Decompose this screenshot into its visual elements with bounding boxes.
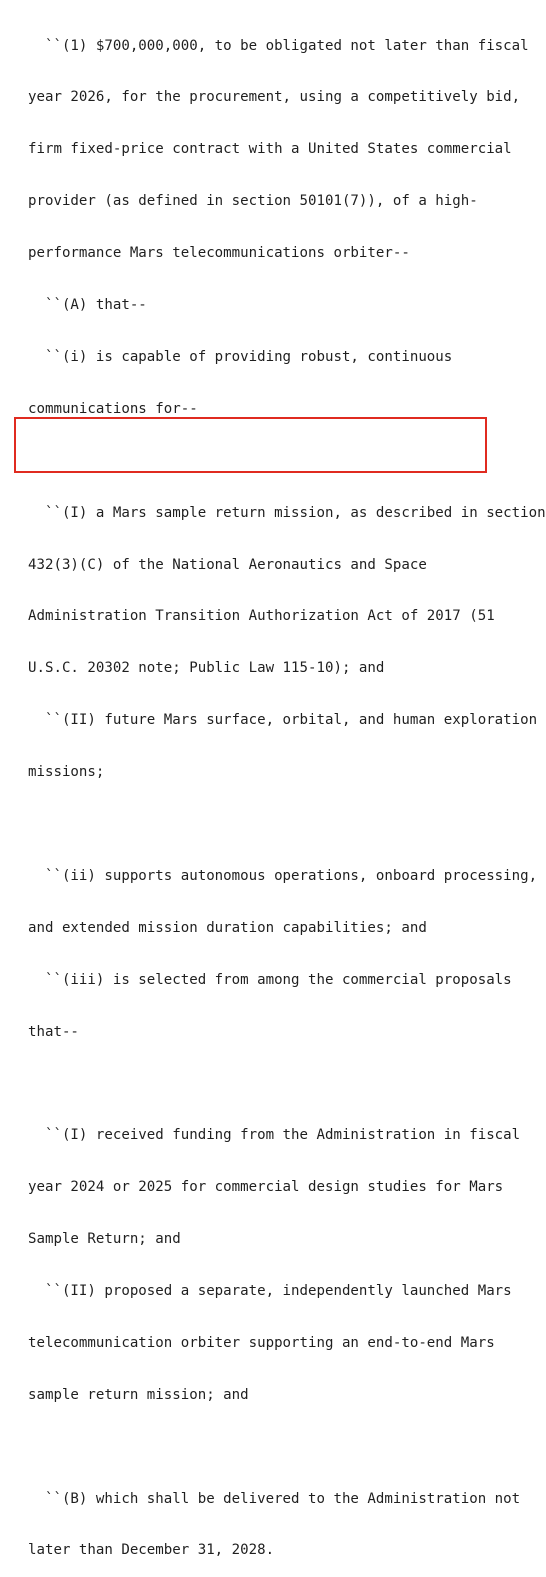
- text-line: ``(A) that--: [28, 297, 147, 314]
- text-line: later than December 31, 2028.: [28, 1542, 275, 1559]
- text-line: U.S.C. 20302 note; Public Law 115-10); and: [28, 660, 385, 677]
- text-line: Sample Return; and: [28, 1231, 181, 1248]
- text-line: year 2026, for the procurement, using a competitively bid,: [28, 89, 521, 106]
- legislative-text: [28, 3, 546, 1577]
- text-line: performance Mars telecommunications orbiter--: [28, 245, 410, 262]
- blank-line: [28, 1439, 538, 1456]
- blank-line: [28, 816, 538, 833]
- highlighted-text-line: sample return mission; and: [28, 1386, 249, 1403]
- text-line: ``(I) received funding from the Administration in fiscal: [28, 1127, 521, 1144]
- highlight-box: [14, 417, 487, 473]
- text-line: firm fixed-price contract with a United States commercial: [28, 141, 512, 158]
- text-line: ``(II) future Mars surface, orbital, and human exploration: [28, 712, 538, 729]
- text-line: ``(B) which shall be delivered to the Administration not: [28, 1490, 521, 1507]
- highlighted-text-line: telecommunication orbiter supporting an end-to-end Mars: [28, 1334, 495, 1351]
- text-line: that--: [28, 1023, 79, 1040]
- text-line: ``(I) a Mars sample return mission, as described in section: [28, 504, 546, 521]
- blank-line: [28, 1075, 538, 1092]
- text-line: ``(iii) is selected from among the commercial proposals: [28, 971, 512, 988]
- text-line: 432(3)(C) of the National Aeronautics and Space: [28, 556, 427, 573]
- text-line: Administration Transition Authorization Act of 2017 (51: [28, 608, 495, 625]
- text-line: ``(ii) supports autonomous operations, onboard processing,: [28, 867, 538, 884]
- text-line: and extended mission duration capabilities; and: [28, 919, 427, 936]
- text-line: missions;: [28, 764, 105, 781]
- text-line: year 2024 or 2025 for commercial design studies for Mars: [28, 1179, 504, 1196]
- text-line: ``(1) $700,000,000, to be obligated not later than fiscal: [28, 37, 529, 54]
- text-line: ``(i) is capable of providing robust, continuous: [28, 348, 453, 365]
- text-line: provider (as defined in section 50101(7)), of a high-: [28, 193, 478, 210]
- highlighted-text-line: ``(II) proposed a separate, independently launched Mars: [28, 1282, 512, 1299]
- text-line: communications for--: [28, 400, 198, 417]
